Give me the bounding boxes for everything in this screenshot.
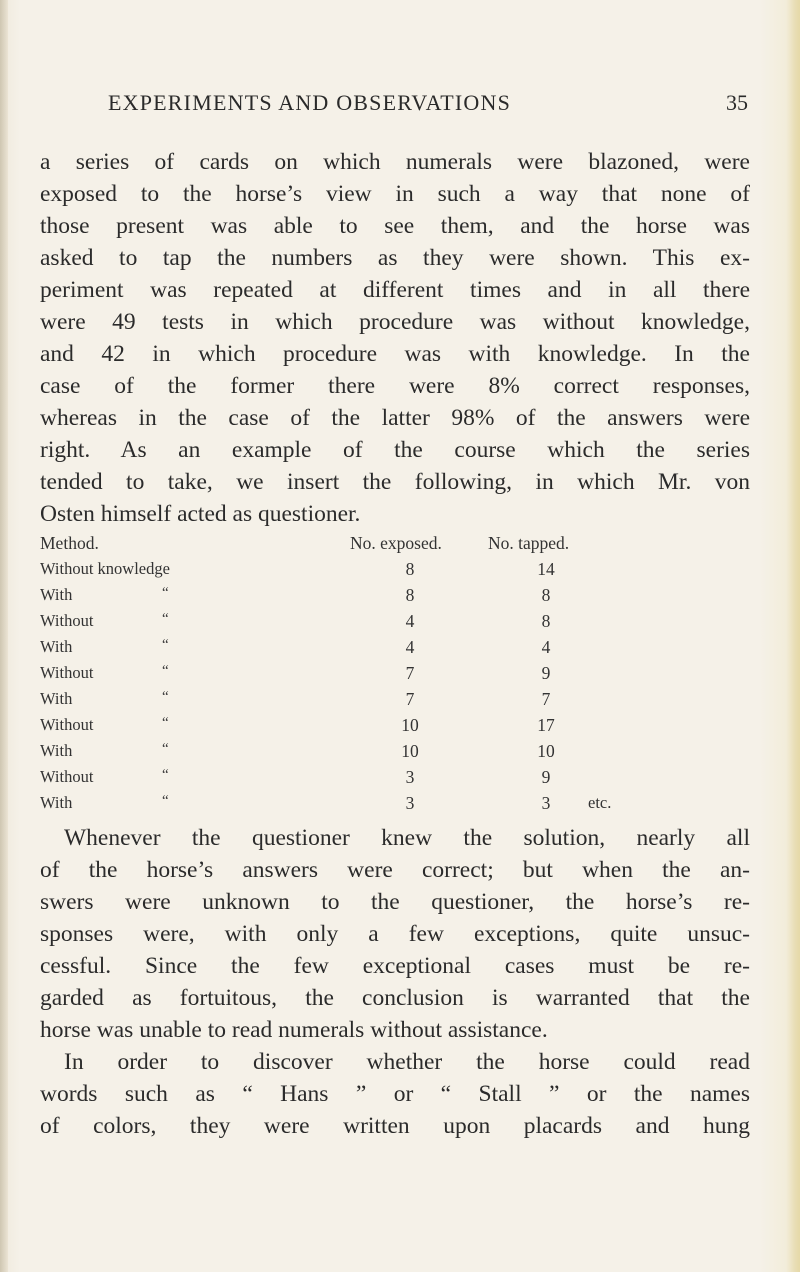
table-row: [40, 663, 750, 689]
cell-method: Without: [40, 767, 94, 786]
cell-exposed: 3: [405, 793, 415, 813]
column-header-exposed: No. exposed.: [350, 533, 442, 553]
cell-note: etc.: [588, 793, 612, 812]
cell-exposed: 8: [405, 559, 415, 579]
paragraph-2: [40, 822, 750, 1046]
text-line: sponses were, with only a few exceptions, quite unsuc-: [40, 921, 750, 947]
cell-tapped: 8: [541, 585, 551, 605]
cell-exposed: 4: [405, 637, 415, 657]
text-line: were 49 tests in which procedure was without knowledge,: [40, 309, 750, 335]
text-line: case of the former there were 8% correct responses,: [40, 373, 750, 399]
page-outer-edge: [786, 0, 800, 1272]
cell-tapped: 8: [541, 611, 551, 631]
cell-exposed: 8: [405, 585, 415, 605]
cell-tapped: 3: [541, 793, 551, 813]
table-row: [40, 741, 750, 767]
table-row: [40, 715, 750, 741]
text-line: right. As an example of the course which the series: [40, 437, 750, 463]
cell-tapped: 17: [537, 715, 555, 735]
paragraph-1: [40, 146, 750, 530]
table-row: [40, 637, 750, 663]
table-row: [40, 793, 750, 819]
table-row: [40, 689, 750, 715]
cell-tapped: 9: [541, 767, 551, 787]
cell-tapped: 10: [537, 741, 555, 761]
page-number: 35: [726, 90, 748, 115]
text-line: tended to take, we insert the following, in which Mr. von: [40, 469, 750, 495]
ditto-mark: “: [162, 663, 169, 679]
ditto-mark: “: [162, 689, 169, 705]
text-line: and 42 in which procedure was with knowledge. In the: [40, 341, 750, 367]
page-header: [108, 90, 748, 130]
column-header-method: Method.: [40, 533, 99, 553]
cell-exposed: 7: [405, 663, 415, 683]
cell-exposed: 10: [401, 715, 419, 735]
paragraph-3: [40, 1046, 750, 1142]
text-line: periment was repeated at different times and in all there: [40, 277, 750, 303]
text-line: of the horse’s answers were correct; but when the an-: [40, 857, 750, 883]
text-line: Osten himself acted as questioner.: [40, 501, 361, 527]
text-line: cessful. Since the few exceptional cases must be re-: [40, 953, 750, 979]
text-line: horse was unable to read numerals without assistance.: [40, 1017, 548, 1043]
ditto-mark: “: [162, 585, 169, 601]
cell-method: Without knowledge: [40, 559, 170, 578]
cell-tapped: 7: [541, 689, 551, 709]
cell-method: With: [40, 689, 73, 708]
text-line: swers were unknown to the questioner, the horse’s re-: [40, 889, 750, 915]
cell-exposed: 3: [405, 767, 415, 787]
column-header-tapped: No. tapped.: [488, 533, 570, 553]
cell-method: With: [40, 741, 73, 760]
ditto-mark: “: [162, 637, 169, 653]
text-line: words such as “ Hans ” or “ Stall ” or the names: [40, 1081, 750, 1107]
ditto-mark: “: [162, 715, 169, 731]
table-row: [40, 559, 750, 585]
ditto-mark: “: [162, 793, 169, 809]
cell-method: Without: [40, 611, 94, 630]
cell-tapped: 9: [541, 663, 551, 683]
cell-method: With: [40, 585, 73, 604]
cell-exposed: 4: [405, 611, 415, 631]
table-row: [40, 611, 750, 637]
text-line: In order to discover whether the horse could read: [64, 1049, 750, 1075]
text-line: exposed to the horse’s view in such a way that none of: [40, 181, 750, 207]
ditto-mark: “: [162, 741, 169, 757]
cell-method: With: [40, 637, 73, 656]
text-line: garded as fortuitous, the conclusion is warranted that the: [40, 985, 750, 1011]
text-line: whereas in the case of the latter 98% of the answers were: [40, 405, 750, 431]
cell-method: Without: [40, 715, 94, 734]
cell-exposed: 7: [405, 689, 415, 709]
cell-method: Without: [40, 663, 94, 682]
cell-tapped: 4: [541, 637, 551, 657]
table-row: [40, 585, 750, 611]
text-line: those present was able to see them, and the horse was: [40, 213, 750, 239]
page-binding-edge: [0, 0, 8, 1272]
text-line: of colors, they were written upon placards and hung: [40, 1113, 750, 1139]
text-line: Whenever the questioner knew the solution, nearly all: [64, 825, 750, 851]
ditto-mark: “: [162, 611, 169, 627]
cell-exposed: 10: [401, 741, 419, 761]
table-row: [40, 767, 750, 793]
text-line: a series of cards on which numerals were blazoned, were: [40, 149, 750, 175]
cell-method: With: [40, 793, 73, 812]
cell-tapped: 14: [537, 559, 555, 579]
running-head: EXPERIMENTS AND OBSERVATIONS: [108, 90, 512, 115]
text-line: asked to tap the numbers as they were shown. This ex-: [40, 245, 750, 271]
ditto-mark: “: [162, 767, 169, 783]
